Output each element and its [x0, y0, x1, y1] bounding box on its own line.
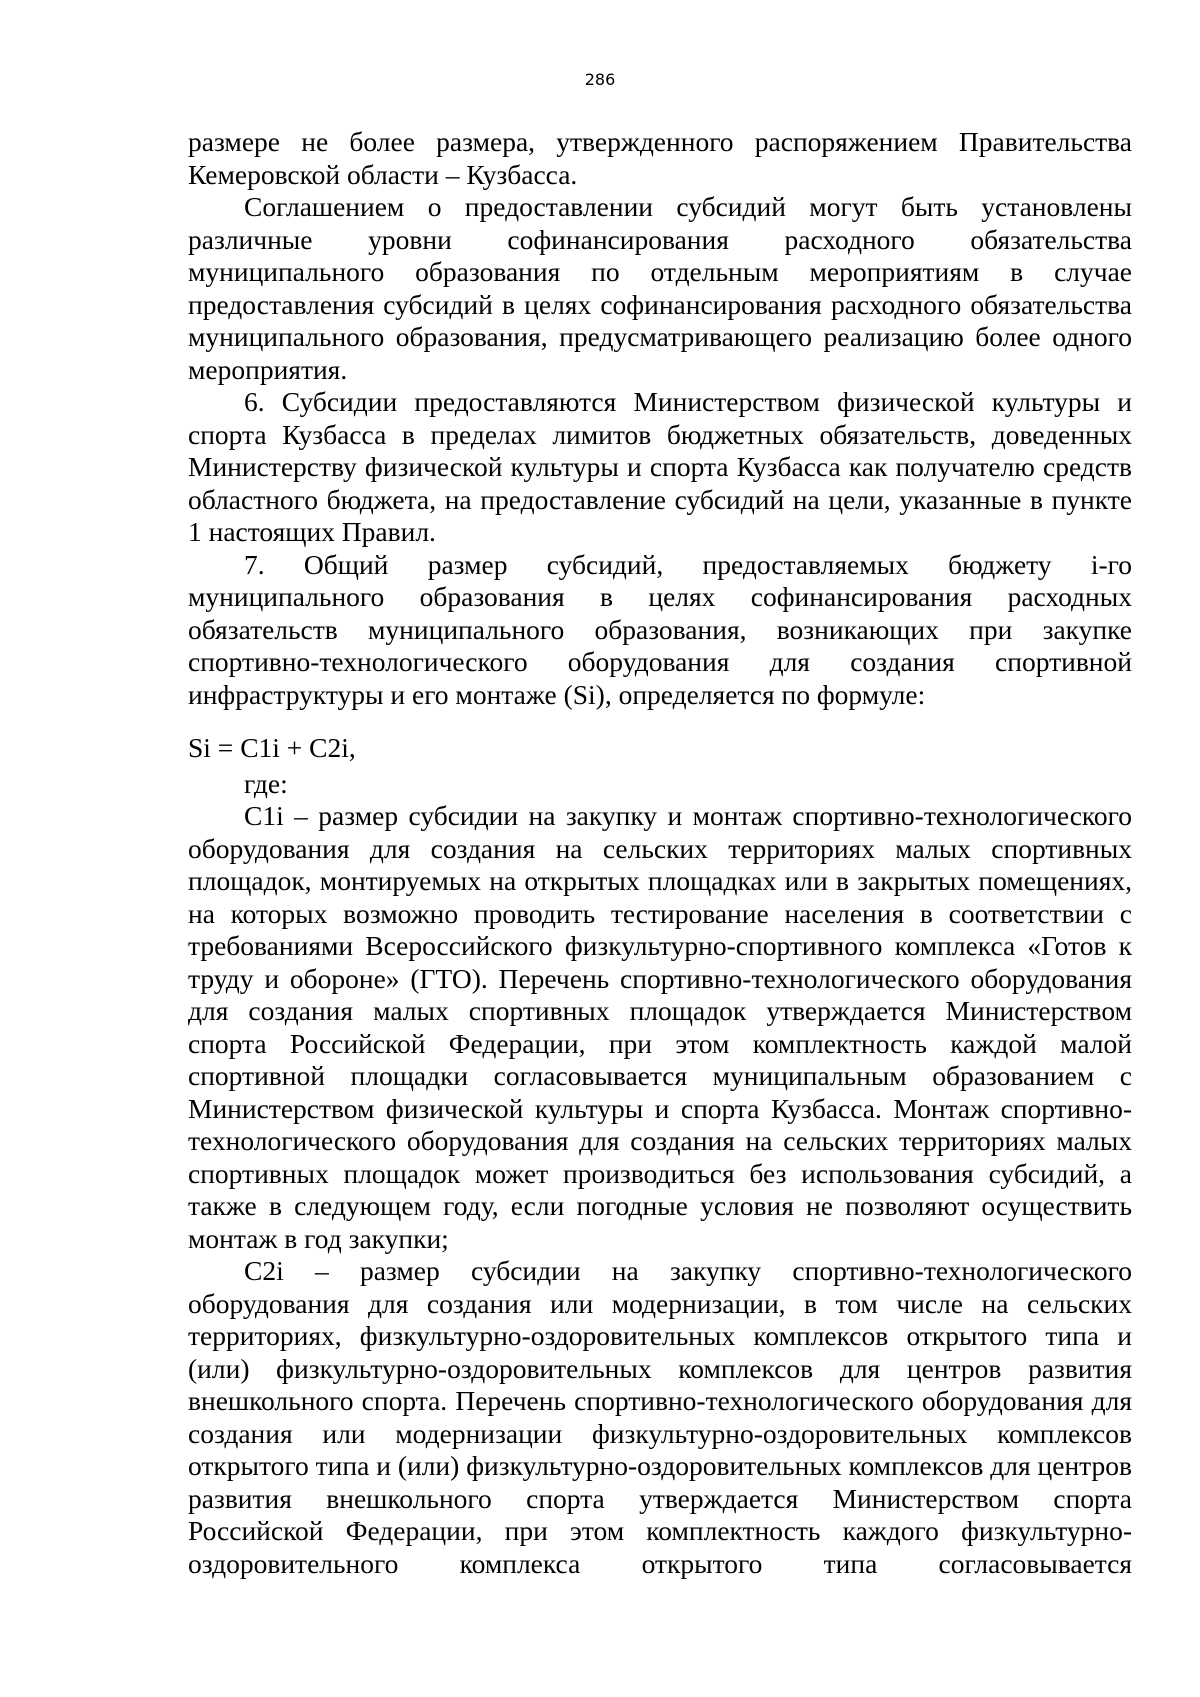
document-body	[188, 126, 1132, 1580]
paragraph-7: 7. Общий размер субсидий, предоставляемых бюджету i-го муниципального образования в целях софинансирования расходных обязательств муниципального образования, возникающих при закупке спортивно-технологического оборудования для создания спортивной инфраструктуры и его монтаже (Si), определяется по формуле:	[188, 548, 1132, 710]
paragraph-2: Соглашением о предоставлении субсидий могут быть установлены различные уровни софинансирования расходного обязательства муниципального образования по отдельным мероприятиям в случае предоставления субсидий в целях софинансирования расходного обязательства муниципального образования, предусматривающего реализацию более одного мероприятия.	[188, 191, 1132, 385]
paragraph-6: 6. Субсидии предоставляются Министерством физической культуры и спорта Кузбасса в пределах лимитов бюджетных обязательств, доведенных Министерству физической культуры и спорта Кузбасса как получателю средств областного бюджета, на предоставление субсидий на цели, указанные в пункте 1 настоящих Правил.	[188, 386, 1132, 547]
page-number: 286	[584, 70, 616, 89]
definition-c1i: C1i – размер субсидии на закупку и монтаж спортивно-технологического оборудования для создания на сельских территориях малых спортивных площадок, монтируемых на открытых площадках или в закрытых помещениях, на которых возможно проводить тестирование населения в соответствии с требованиями Всероссийского физкультурно-спортивного комплекса «Готов к труду и обороне» (ГТО). Перечень спортивно-технологического оборудования для создания малых спортивных площадок утверждается Министерством спорта Российской Федерации, при этом комплектность каждой малой спортивной площадки согласовывается муниципальным образованием с Министерством физической культуры и спорта Кузбасса. Монтаж спортивно-технологического оборудования для создания на сельских территориях малых спортивных площадок может производиться без использования субсидий, а также в следующем году, если погодные условия не позволяют осуществить монтаж в год закупки;	[188, 800, 1132, 1254]
paragraph-1: размере не более размера, утвержденного распоряжением Правительства Кемеровской области – Кузбасса.	[188, 126, 1132, 190]
formula: Si = C1i + C2i,	[188, 732, 356, 763]
where-label: где:	[244, 767, 288, 799]
definition-c2i: C2i – размер субсидии на закупку спортивно-технологического оборудования для создания или модернизации, в том числе на сельских территориях, физкультурно-оздоровительных комплексов открытого типа и (или) физкультурно-оздоровительных комплексов для центров развития внешкольного спорта. Перечень спортивно-технологического оборудования для создания или модернизации физкультурно-оздоровительных комплексов открытого типа и (или) физкультурно-оздоровительных комплексов для центров развития внешкольного спорта утверждается Министерством спорта Российской Федерации, при этом комплектность каждого физкультурно-оздоровительного комплекса открытого типа согласовывается	[188, 1255, 1132, 1579]
